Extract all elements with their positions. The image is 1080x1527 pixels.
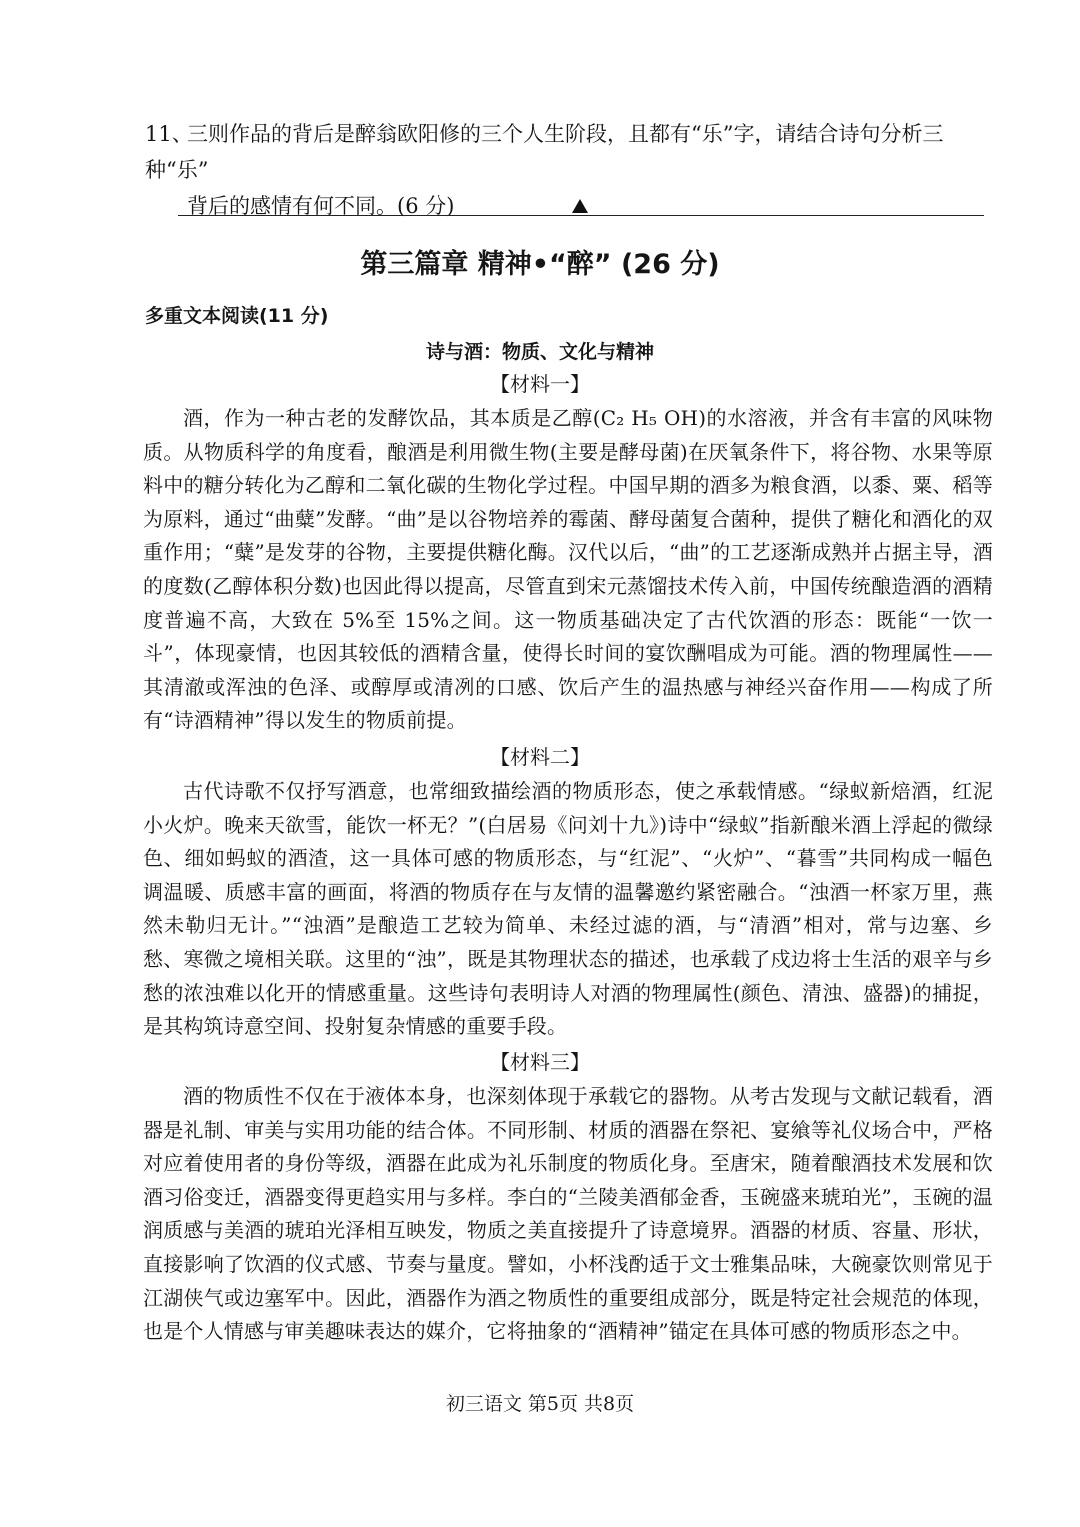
material-2-text: 古代诗歌不仅抒写酒意，也常细致描绘酒的物质形态，使之承载情感。“绿蚁新焙酒，红泥小火炉。晚来天欲雪，能饮一杯无？”(白居易《问刘十九》)诗中“绿蚁”指新酿米酒上浮起的微绿色、细如蚂蚁的酒渣，这一具体可感的物质形态，与“红泥”、“火炉”、“暮雪”共同构成一幅色调温暖、质感丰富的画面，将酒的物质存在与友情的温馨邀约紧密融合。“浊酒一杯家万里，燕然未勒归无计。”“浊酒”是酿造工艺较为简单、未经过滤的酒，与“清酒”相对，常与边塞、乡愁、寒微之境相关联。这里的“浊”，既是其物理状态的描述，也承载了戍边将士生活的艰辛与乡愁的浓浊难以化开的情感重量。这些诗句表明诗人对酒的物理属性(颜色、清浊、盛器)的捕捉，是其构筑诗意空间、投射复杂情感的重要手段。 <box>143 779 993 1039</box>
question-text: 三则作品的背后是醉翁欧阳修的三个人生阶段，且都有“乐”字，请结合诗句分析三种“乐” <box>145 122 944 182</box>
answer-line <box>178 215 984 216</box>
material-3-label: 【材料三】 <box>490 1050 590 1074</box>
material-2-label: 【材料二】 <box>490 745 590 769</box>
material-1-text: 酒，作为一种古老的发酵饮品，其本质是乙醇(C₂ H₅ OH)的水溶液，并含有丰富的风味物质。从物质科学的角度看，酿酒是利用微生物(主要是酵母菌)在厌氧条件下，将谷物、水果等原料中的糖分转化为乙醇和二氧化碳的生物化学过程。中国早期的酒多为粮食酒，以黍、粟、稻等为原料，通过“曲糵”发酵。“曲”是以谷物培养的霉菌、酵母菌复合菌种，提供了糖化和酒化的双重作用；“糵”是发芽的谷物，主要提供糖化酶。汉代以后，“曲”的工艺逐渐成熟并占据主导，酒的度数(乙醇体积分数)也因此得以提高，尽管直到宋元蒸馏技术传入前，中国传统酿造酒的酒精度普遍不高，大致在 5%至 15%之间。这一物质基础决定了古代饮酒的形态：既能“一饮一斗”，体现豪情，也因其较低的酒精含量，使得长时间的宴饮酬唱成为可能。酒的物理属性——其清澈或浑浊的色泽、或醇厚或清冽的口感、饮后产生的温热感与神经兴奋作用——构成了所有“诗酒精神”得以发生的物质前提。 <box>143 406 993 733</box>
section-heading: 多重文本阅读(11 分) <box>145 305 329 327</box>
page-footer: 初三语文 第5页 共8页 <box>445 1393 635 1415</box>
article-title: 诗与酒：物质、文化与精神 <box>425 341 654 363</box>
material-3-text: 酒的物质性不仅在于液体本身，也深刻体现于承载它的器物。从考古发现与文献记载看，酒器是礼制、审美与实用功能的结合体。不同形制、材质的酒器在祭祀、宴飨等礼仪场合中，严格对应着使用者的身份等级，酒器在此成为礼乐制度的物质化身。至唐宋，随着酿酒技术发展和饮酒习俗变迁，酒器变得更趋实用与多样。李白的“兰陵美酒郁金香，玉碗盛来琥珀光”，玉碗的温润质感与美酒的琥珀光泽相互映发，物质之美直接提升了诗意境界。酒器的材质、容量、形状，直接影响了饮酒的仪式感、节奏与量度。譬如，小杯浅酌适于文士雅集品味，大碗豪饮则常见于江湖侠气或边塞军中。因此，酒器作为酒之物质性的重要组成部分，既是特定社会规范的体现，也是个人情感与审美趣味表达的媒介，它将抽象的“酒精神”锚定在具体可感的物质形态之中。 <box>143 1084 993 1344</box>
question-11-line1 <box>145 116 1005 188</box>
material-1-label: 【材料一】 <box>490 372 590 396</box>
chapter-title: 第三篇章 精神•“醉” (26 分) <box>360 249 720 280</box>
question-11-line2: 背后的感情有何不同。(6 分) <box>187 194 455 218</box>
question-number: 11、 <box>145 122 193 146</box>
triangle-icon <box>572 199 588 213</box>
